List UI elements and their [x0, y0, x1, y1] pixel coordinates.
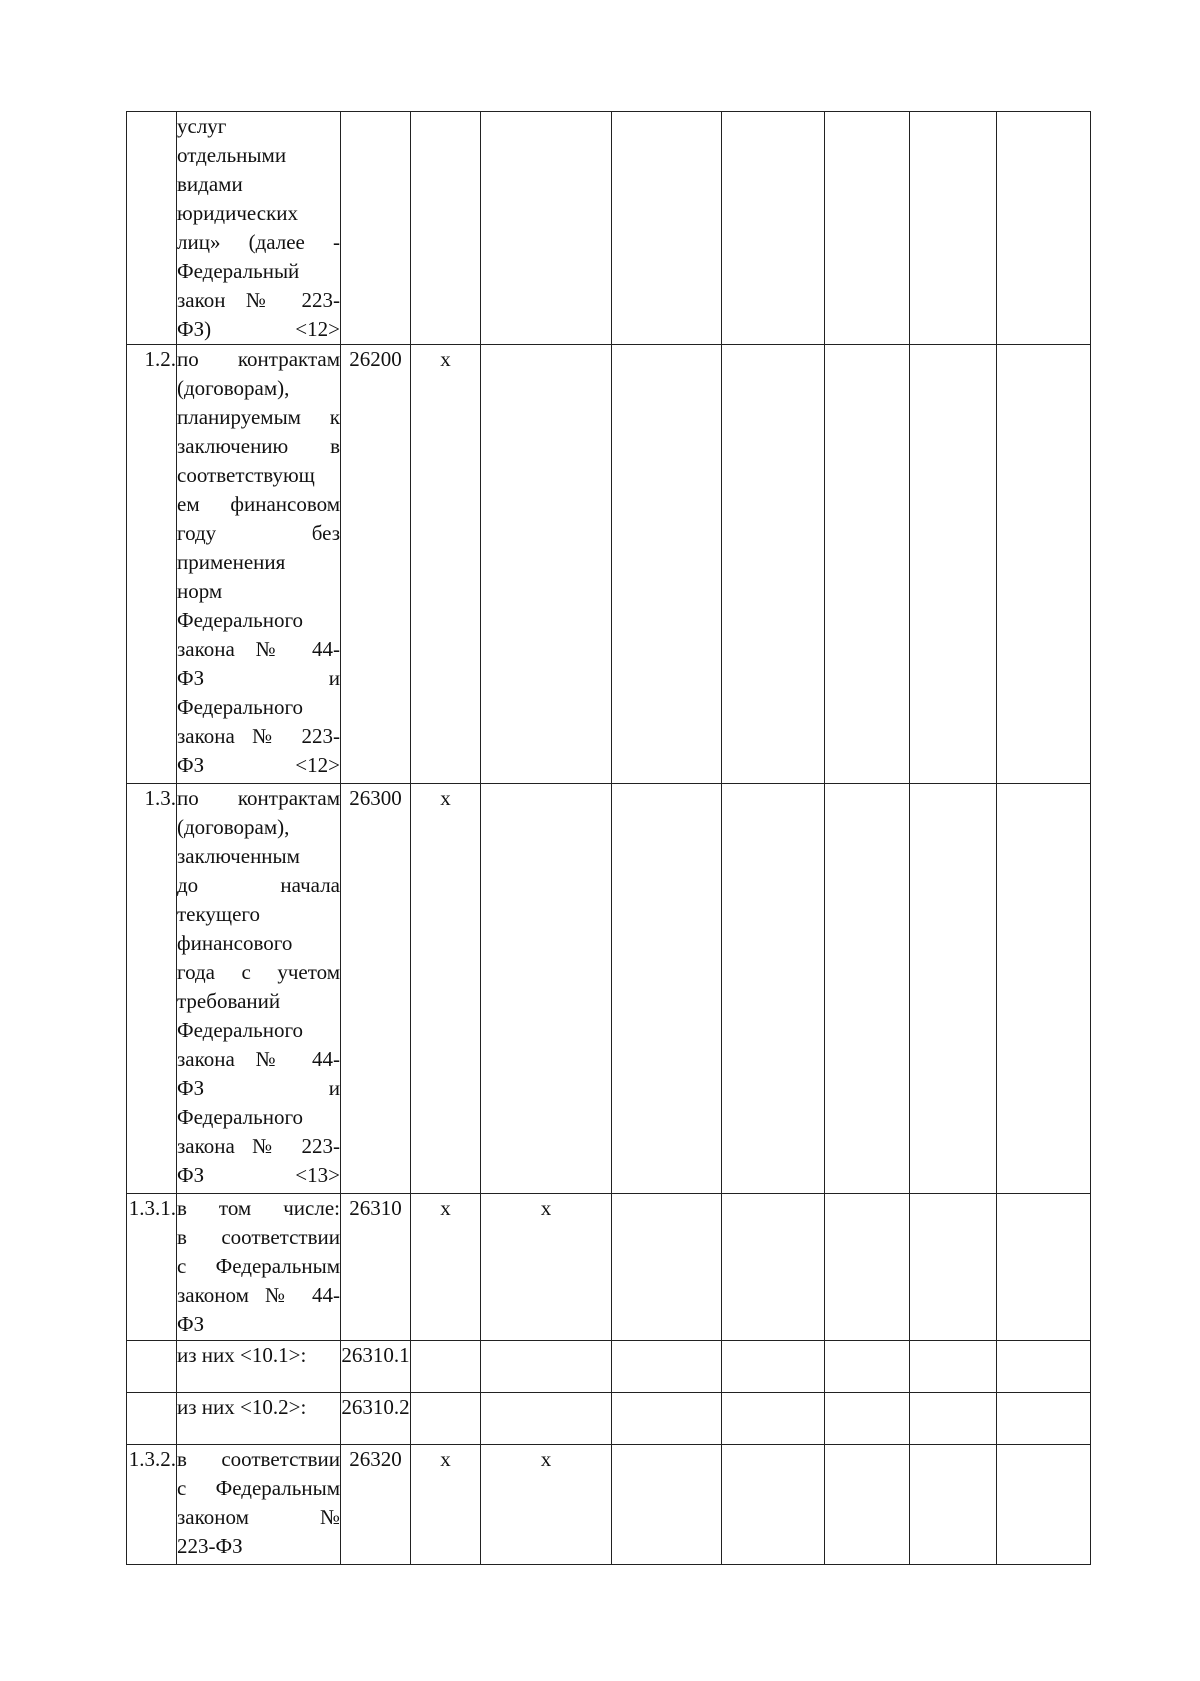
value-cell-1: x	[411, 784, 481, 1194]
name-line: года с учетом	[177, 960, 340, 984]
value-cell-6	[910, 1445, 997, 1565]
value-cell-5	[825, 112, 910, 345]
row-number-cell	[127, 1341, 177, 1393]
name-line: ФЗ и	[177, 666, 340, 690]
row-number-cell: 1.3.2.	[127, 1445, 177, 1565]
row-name-cell	[177, 1445, 341, 1565]
name-line: по контрактам	[177, 786, 340, 810]
value-cell-5	[825, 1393, 910, 1445]
name-line: соответствующ	[177, 463, 315, 487]
value-cell-1: x	[411, 1445, 481, 1565]
value-cell-5	[825, 1341, 910, 1393]
name-line: в соответствии	[177, 1447, 340, 1471]
value-cell-6	[910, 784, 997, 1194]
value-cell-7	[997, 112, 1091, 345]
name-line: (договорам),	[177, 815, 290, 839]
table-row	[127, 1194, 1091, 1341]
value-cell-5	[825, 1194, 910, 1341]
value-cell-3	[612, 1194, 722, 1341]
name-line: заключенным	[177, 844, 300, 868]
name-line: текущего	[177, 902, 260, 926]
value-cell-4	[722, 1445, 825, 1565]
name-line: из них <10.1>:	[177, 1343, 307, 1367]
name-line: лиц» (далее -	[177, 230, 340, 254]
name-line: заключению в	[177, 434, 340, 458]
value-cell-3	[612, 784, 722, 1194]
value-cell-1	[411, 112, 481, 345]
name-line: в соответствии	[177, 1225, 340, 1249]
row-code-cell: 26310.1	[341, 1341, 411, 1393]
row-code-cell: 26200	[341, 345, 411, 784]
row-name-cell	[177, 1194, 341, 1341]
row-number-cell: 1.3.1.	[127, 1194, 177, 1341]
name-line: с Федеральным	[177, 1476, 340, 1500]
name-line: закона № 223-	[177, 1134, 340, 1158]
name-line: услуг	[177, 114, 227, 138]
row-name-cell	[177, 112, 341, 345]
value-cell-5	[825, 1445, 910, 1565]
name-line: 223-ФЗ	[177, 1534, 243, 1558]
table-body	[127, 112, 1091, 1565]
value-cell-2	[481, 784, 612, 1194]
value-cell-6	[910, 1393, 997, 1445]
value-cell-4	[722, 1341, 825, 1393]
row-name-cell	[177, 1341, 341, 1393]
value-cell-5	[825, 784, 910, 1194]
name-line: Федеральный	[177, 259, 300, 283]
value-cell-1	[411, 1393, 481, 1445]
name-line: требований	[177, 989, 281, 1013]
name-line: юридических	[177, 201, 299, 225]
value-cell-1: x	[411, 345, 481, 784]
name-line: ФЗ	[177, 1312, 205, 1336]
value-cell-3	[612, 1445, 722, 1565]
name-line: ФЗ) <12>	[177, 317, 340, 341]
value-cell-7	[997, 1341, 1091, 1393]
value-cell-1: x	[411, 1194, 481, 1341]
name-line: Федерального	[177, 695, 304, 719]
value-cell-6	[910, 1341, 997, 1393]
name-line: планируемым к	[177, 405, 340, 429]
row-code-cell: 26320	[341, 1445, 411, 1565]
name-line: году без	[177, 521, 340, 545]
table-row	[127, 1393, 1091, 1445]
name-line: закона № 44-	[177, 637, 340, 661]
name-line: ФЗ <12>	[177, 753, 340, 777]
name-line: применения	[177, 550, 286, 574]
value-cell-6	[910, 1194, 997, 1341]
table-row	[127, 112, 1091, 345]
name-line: ФЗ и	[177, 1076, 340, 1100]
value-cell-7	[997, 345, 1091, 784]
value-cell-2	[481, 345, 612, 784]
name-line: законом №	[177, 1505, 340, 1529]
value-cell-6	[910, 345, 997, 784]
value-cell-4	[722, 1393, 825, 1445]
table-row	[127, 784, 1091, 1194]
table-row	[127, 1341, 1091, 1393]
name-line: законом № 44-	[177, 1283, 340, 1307]
name-line: по контрактам	[177, 347, 340, 371]
row-name-cell	[177, 345, 341, 784]
value-cell-3	[612, 1341, 722, 1393]
value-cell-2	[481, 1341, 612, 1393]
row-number-cell: 1.2.	[127, 345, 177, 784]
name-line: ФЗ <13>	[177, 1163, 340, 1187]
name-line: до начала	[177, 873, 340, 897]
name-line: из них <10.2>:	[177, 1395, 307, 1419]
name-line: Федерального	[177, 1105, 304, 1129]
row-code-cell: 26310.2	[341, 1393, 411, 1445]
value-cell-4	[722, 112, 825, 345]
value-cell-1	[411, 1341, 481, 1393]
value-cell-3	[612, 345, 722, 784]
report-table	[126, 111, 1091, 1565]
value-cell-5	[825, 345, 910, 784]
value-cell-4	[722, 1194, 825, 1341]
name-line: (договорам),	[177, 376, 290, 400]
name-line: Федерального	[177, 608, 304, 632]
name-line: норм	[177, 579, 223, 603]
row-name-cell	[177, 784, 341, 1194]
name-line: финансового	[177, 931, 293, 955]
value-cell-6	[910, 112, 997, 345]
value-cell-2: x	[481, 1445, 612, 1565]
value-cell-7	[997, 1445, 1091, 1565]
name-line: Федерального	[177, 1018, 304, 1042]
row-number-cell	[127, 112, 177, 345]
name-line: закон № 223-	[177, 288, 340, 312]
value-cell-7	[997, 1393, 1091, 1445]
value-cell-3	[612, 1393, 722, 1445]
name-line: видами	[177, 172, 243, 196]
row-code-cell: 26310	[341, 1194, 411, 1341]
name-line: в том числе:	[177, 1196, 340, 1220]
value-cell-7	[997, 784, 1091, 1194]
name-line: закона № 223-	[177, 724, 340, 748]
value-cell-2	[481, 112, 612, 345]
value-cell-4	[722, 784, 825, 1194]
row-number-cell: 1.3.	[127, 784, 177, 1194]
name-line: с Федеральным	[177, 1254, 340, 1278]
value-cell-2	[481, 1393, 612, 1445]
table-row	[127, 345, 1091, 784]
name-line: ем финансовом	[177, 492, 340, 516]
row-code-cell: 26300	[341, 784, 411, 1194]
table-row	[127, 1445, 1091, 1565]
name-line: закона № 44-	[177, 1047, 340, 1071]
value-cell-3	[612, 112, 722, 345]
row-code-cell	[341, 112, 411, 345]
value-cell-7	[997, 1194, 1091, 1341]
value-cell-2: x	[481, 1194, 612, 1341]
name-line: отдельными	[177, 143, 287, 167]
row-name-cell	[177, 1393, 341, 1445]
value-cell-4	[722, 345, 825, 784]
row-number-cell	[127, 1393, 177, 1445]
